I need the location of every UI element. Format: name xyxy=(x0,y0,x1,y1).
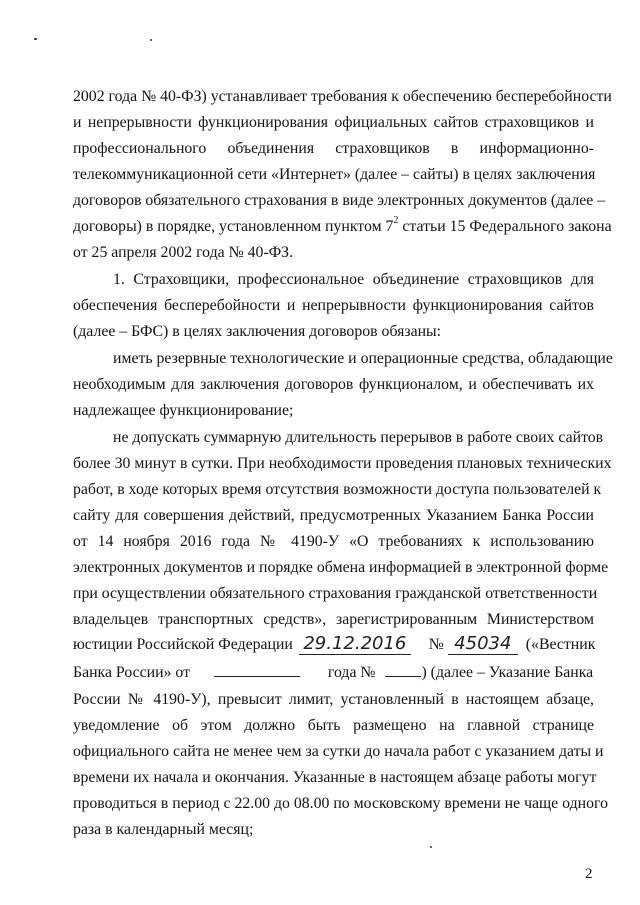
number-sign: № xyxy=(428,636,444,653)
text-line: сайту для совершения действий, предусмотренных Указанием Банка России xyxy=(73,507,594,524)
text-line: обеспечения бесперебойности и непрерывности функционирования сайтов xyxy=(73,297,594,314)
text-line: работ, в ходе которых время отсутствия возможности доступа пользователей к xyxy=(73,481,602,498)
text-line: при осуществлении обязательного страхования гражданской ответственности xyxy=(73,585,598,602)
text-line: и непрерывности функционирования официальных сайтов страховщиков и xyxy=(73,114,594,131)
scan-speck xyxy=(430,846,432,848)
blank-number-field xyxy=(385,662,421,677)
text-line: иметь резервные технологические и операционные средства, обладающие xyxy=(113,350,613,367)
handwritten-date: 29.12.2016 xyxy=(299,634,411,655)
line-part: статьи 15 Федерального закона xyxy=(398,218,612,235)
vestnik-line xyxy=(73,662,594,682)
registration-suffix: («Вестник xyxy=(525,636,596,653)
scan-speck xyxy=(150,39,152,41)
text-line: электронных документов и порядке обмена информацией в электронной форме xyxy=(73,559,609,576)
text-line: проводиться в период с 22.00 до 08.00 по московскому времени не чаще одного xyxy=(73,795,608,812)
text-line: от 25 апреля 2002 года № 40-ФЗ. xyxy=(73,244,294,261)
vestnik-part3: ) (далее – Указание Банка xyxy=(421,664,594,681)
text-line: владельцев транспортных средств», зарегистрированным Министерством xyxy=(73,611,594,628)
text-line: телекоммуникационной сети «Интернет» (далее – сайты) в целях заключения xyxy=(73,166,596,183)
text-line: 2002 года № 40-ФЗ) устанавливает требования к обеспечению бесперебойности xyxy=(73,88,612,105)
registration-prefix: юстиции Российской Федерации xyxy=(73,636,293,653)
scan-speck xyxy=(34,38,37,40)
text-line: времени их начала и окончания. Указанные в настоящем абзаце работы могут xyxy=(73,769,597,786)
text-line: (далее – БФС) в целях заключения договоров обязаны: xyxy=(73,323,442,340)
superscript: 2 xyxy=(393,214,399,226)
text-line xyxy=(73,214,612,237)
handwritten-number: 45034 xyxy=(448,634,518,655)
text-line: России № 4190-У), превысит лимит, установленный в настоящем абзаце, xyxy=(73,691,594,708)
text-line: необходимым для заключения договоров функционалом, и обеспечивать их xyxy=(73,376,594,393)
text-line: профессионального объединения страховщиков в информационно- xyxy=(73,140,594,157)
text-line: договоров обязательного страхования в виде электронных документов (далее – xyxy=(73,192,606,209)
paragraph-1-start: 1. Страховщики, профессиональное объединение страховщиков для xyxy=(113,271,594,288)
line-part: договоры) в порядке, установленном пунктом 7 xyxy=(73,218,394,235)
vestnik-part2: года № xyxy=(327,664,376,681)
text-line: официального сайта не менее чем за сутки до начала работ с указанием даты и xyxy=(73,743,604,760)
registration-line xyxy=(73,634,594,654)
page-number: 2 xyxy=(585,866,593,882)
blank-date-field xyxy=(214,662,300,677)
text-line: раза в календарный месяц; xyxy=(73,821,254,838)
text-line: более 30 минут в сутки. При необходимости проведения плановых технических xyxy=(73,455,612,472)
text-line: уведомление об этом должно быть размещено на главной странице xyxy=(73,717,594,734)
text-line: надлежащее функционирование; xyxy=(73,402,294,419)
text-line: не допускать суммарную длительность перерывов в работе своих сайтов xyxy=(113,429,604,446)
vestnik-part1: Банка России» от xyxy=(73,664,190,681)
text-line: от 14 ноября 2016 года № 4190-У «О требованиях к использованию xyxy=(73,533,594,550)
